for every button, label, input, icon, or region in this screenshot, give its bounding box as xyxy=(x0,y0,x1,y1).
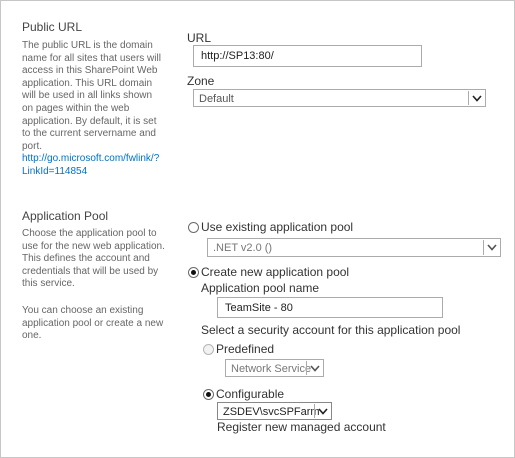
public-url-description xyxy=(22,40,161,179)
chevron-down-icon xyxy=(306,361,322,375)
predefined-radio[interactable] xyxy=(203,344,214,355)
chevron-down-icon xyxy=(314,404,330,418)
existing-pool-value: .NET v2.0 () xyxy=(213,242,273,254)
help-link[interactable]: http://go.microsoft.com/fwlink/? xyxy=(22,153,160,165)
public-url-title: Public URL xyxy=(22,20,83,34)
description-line: application pool or create a new xyxy=(22,317,164,329)
description-line: Choose the application pool to xyxy=(22,228,157,239)
predefined-select[interactable] xyxy=(225,359,324,377)
description-line: This defines the account and xyxy=(22,253,150,265)
description-line: on pages within the web xyxy=(22,102,130,114)
description-line: access in this SharePoint Web xyxy=(22,65,158,77)
description-line: to the current servername and xyxy=(22,128,156,140)
chevron-down-icon xyxy=(468,91,484,105)
configurable-radio[interactable] xyxy=(203,389,214,400)
zone-select[interactable] xyxy=(193,89,486,107)
pool-name-input[interactable]: TeamSite - 80 xyxy=(217,297,443,318)
url-label: URL xyxy=(187,31,212,45)
create-new-radio[interactable] xyxy=(188,267,199,278)
application-pool-description-2 xyxy=(22,305,163,343)
zone-select-value: Default xyxy=(199,93,234,105)
description-line: name for all sites that users will xyxy=(22,52,161,64)
description-line: use for the new web application. xyxy=(22,240,165,252)
application-pool-description xyxy=(22,228,165,291)
description-line: port. xyxy=(22,140,43,152)
help-link[interactable]: LinkId=114854 xyxy=(22,165,88,177)
description-line: one. xyxy=(22,330,42,342)
existing-pool-select[interactable] xyxy=(207,238,501,257)
description-line: application. By default, it is set xyxy=(22,115,157,127)
configurable-label[interactable]: Configurable xyxy=(216,387,285,401)
description-line: The public URL is the domain xyxy=(22,40,153,51)
configurable-account-select[interactable] xyxy=(217,402,332,420)
use-existing-label[interactable]: Use existing application pool xyxy=(201,220,354,234)
create-new-label[interactable]: Create new application pool xyxy=(201,265,350,279)
predefined-label[interactable]: Predefined xyxy=(216,342,275,356)
description-line: application. This URL domain xyxy=(22,77,153,89)
use-existing-radio[interactable] xyxy=(188,222,199,233)
application-pool-title: Application Pool xyxy=(22,209,109,223)
configurable-account-value: ZSDEV\svcSPFarm xyxy=(223,406,320,418)
zone-label: Zone xyxy=(187,74,215,88)
description-line: will be used in all links shown xyxy=(22,90,153,102)
chevron-down-icon xyxy=(483,240,499,255)
url-input[interactable]: http://SP13:80/ xyxy=(193,45,422,67)
security-account-label: Select a security account for this application pool xyxy=(201,323,461,337)
register-managed-account-link[interactable]: Register new managed account xyxy=(217,420,386,434)
description-line: credentials that will be used by xyxy=(22,265,159,277)
predefined-value: Network Service xyxy=(231,363,312,375)
description-line: this service. xyxy=(22,278,75,290)
description-line: You can choose an existing xyxy=(22,305,144,316)
pool-name-label: Application pool name xyxy=(201,281,320,295)
